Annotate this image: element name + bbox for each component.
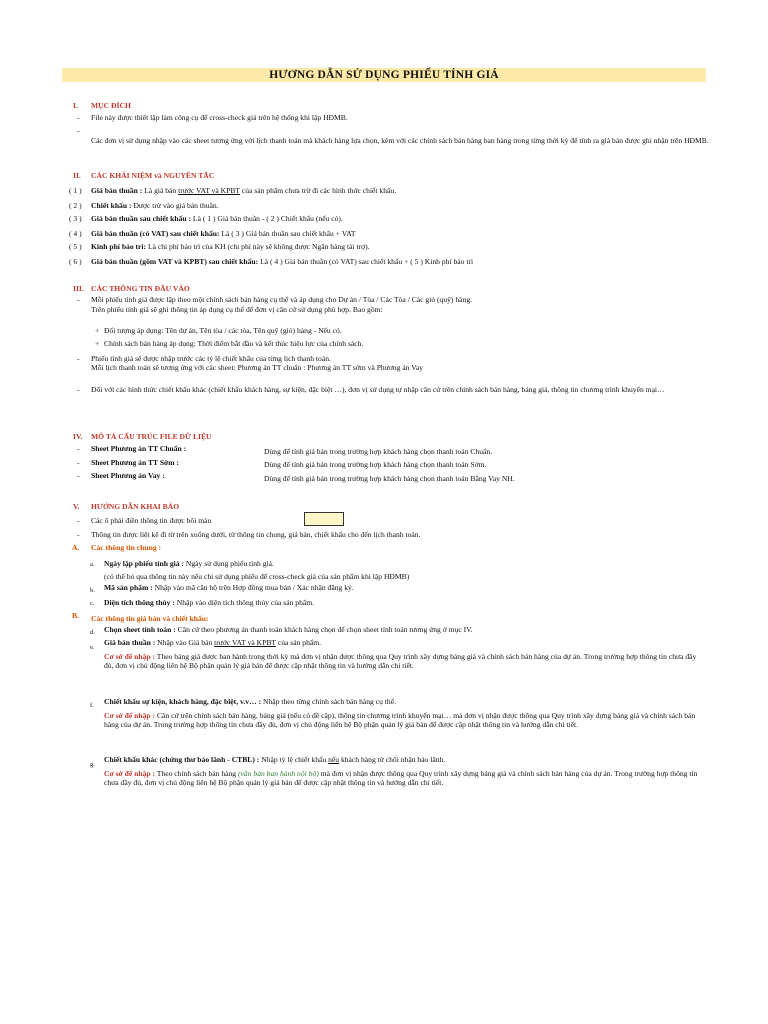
item-term: Chiết khấu khác (chứng thư bảo lãnh - CTBL) :: [104, 755, 260, 764]
input-fill-sample: [304, 512, 344, 526]
sheet-name: Sheet Phương án TT Sớm :: [91, 458, 180, 467]
item-underline: nếu: [328, 755, 340, 764]
item-letter: b.: [90, 587, 95, 594]
section-4-title: MÔ TẢ CẤU TRÚC FILE DỮ LIỆU: [91, 432, 212, 441]
plus-bullet: +: [95, 326, 100, 335]
concept-row: [69, 242, 82, 251]
sheet-description: Dùng để tính giá bán trong trường hợp khách hàng chọn thanh toán Bằng Vay NH.: [264, 474, 515, 483]
basis-label: Cơ sở để nhập :: [104, 769, 156, 778]
item-g-basis: [104, 769, 704, 788]
concept-row: [69, 214, 82, 223]
sheet-description: Dùng để tính giá bán trong trường hợp khách hàng chọn thanh toán Chuẩn.: [264, 447, 493, 456]
concept-number: ( 4 ): [69, 229, 82, 238]
concept-text: [91, 186, 396, 195]
dash: -: [77, 530, 80, 539]
item-text: Nhập vào Giá bán: [155, 638, 215, 647]
section-2-title: CÁC KHÁI NIỆM và NGUYÊN TẮC: [91, 171, 215, 180]
section-3-para-1a: Mỗi phiếu tính giá được lập theo một chính sách bán hàng cụ thể và áp dụng cho Dự án / Tòa / Các Tòa / Các giỏ (quỹ) hàng.: [91, 295, 473, 304]
page-title: HƯƠNG DẪN SỬ DỤNG PHIẾU TÍNH GIÁ: [62, 68, 706, 82]
dash: -: [77, 471, 80, 480]
section-1-number: I.: [73, 101, 78, 110]
section-3-title: CÁC THÔNG TIN ĐẦU VÀO: [91, 284, 190, 293]
section-3-para-2a: Phiếu tính giá sẽ được nhập trước các tỷ lệ chiết khấu của từng lịch thanh toán.: [91, 354, 331, 363]
basis-text-end: mà đơn vị nhận được thông qua Quy trình xây dựng bảng giá và chính sách bán hàng của dự án. Trong trường hợp thông tin chưa đầy đủ, đơn vị chủ động liên hệ Bộ phận quản lý giá bán để được cập nhật thông tin và hướng dẫn chi tiết.: [104, 769, 698, 788]
item-text: Nhập vào mã căn hộ trên Hợp đồng mua bán / Xác nhận đăng ký.: [152, 583, 354, 592]
item-a-note: (có thể bỏ qua thông tin này nếu chỉ sử dụng phiếu để cross-check giá của sản phẩm khi lập HĐMB): [104, 572, 410, 581]
concept-desc: Là ( 3 ) Giá bán thuần sau chiết khấu + VAT: [219, 229, 356, 238]
concept-term: Giá bán thuần sau chiết khấu :: [91, 214, 192, 223]
concept-number: ( 3 ): [69, 214, 82, 223]
section-1-title: MỤC ĐÍCH: [91, 101, 131, 110]
concept-term: Giá bán thuần :: [91, 186, 143, 195]
item-text: Nhập tỷ lệ chiết khấu: [259, 755, 329, 764]
section-3-number: III.: [73, 284, 84, 293]
concept-row: [69, 201, 82, 210]
item-e: [104, 638, 321, 647]
concept-text: [91, 201, 219, 210]
item-text: Ngày sử dụng phiếu tính giá.: [183, 559, 274, 568]
section-2-number: II.: [73, 171, 81, 180]
item-term: Chiết khấu sự kiện, khách hàng, đặc biệt, v.v… :: [104, 697, 262, 706]
item-letter: g.: [90, 761, 95, 768]
concept-desc: Là ( 1 ) Giá bán thuần - ( 2 ) Chiết khấu (nếu có).: [191, 214, 343, 223]
subsection-b-title: Các thông tin giá bán và chiết khấu:: [91, 614, 209, 623]
dash: -: [77, 354, 80, 363]
concept-number: ( 2 ): [69, 201, 82, 210]
section-5-number: V.: [73, 502, 80, 511]
sheet-name: Sheet Phương án TT Chuẩn :: [91, 444, 187, 453]
item-letter: d.: [90, 629, 95, 636]
item-text-end: khách hàng từ chối nhận bảo lãnh.: [339, 755, 446, 764]
concept-row: [69, 186, 82, 195]
concept-number: ( 1 ): [69, 186, 82, 195]
item-text: Căn cứ theo phương án thanh toán khách hàng chọn để chọn sheet tính toán tương ứng ở mục IV.: [175, 625, 473, 634]
subsection-a-letter: A.: [72, 543, 80, 552]
section-5-line-2: Thông tin được liệt kê đi từ trên xuống dưới, từ thông tin chung, giá bán, chiết khấu cho đến lịch thanh toán.: [91, 530, 421, 539]
sheet-description: Dùng để tính giá bán trong trường hợp khách hàng chọn thanh toán Sớm.: [264, 460, 487, 469]
item-letter: e.: [90, 644, 95, 651]
item-c: [104, 598, 314, 607]
concept-desc: Là chi phí bảo trì của KH (chi phí này sẽ không được Ngân hàng tài trợ).: [146, 242, 370, 251]
section-3-bullet-2: Chính sách bán hàng áp dụng: Thời điểm bắt đầu và kết thúc hiệu lực của chính sách.: [104, 339, 364, 348]
dash: -: [77, 126, 80, 135]
dash: -: [77, 516, 80, 525]
plus-bullet: +: [95, 339, 100, 348]
item-b: [104, 583, 354, 592]
section-1-line-2: Các đơn vị sử dụng nhập vào các sheet tương ứng với lịch thanh toán mà khách hàng lựa chọn, kèm với các chính sách bán hàng ban hàng trong từng thời kỳ để tính ra giá bán được ghi nhận trên HĐMB.: [91, 136, 709, 145]
concept-row: [69, 257, 82, 266]
basis-label: Cơ sở để nhập :: [104, 652, 156, 661]
item-f: [104, 697, 396, 706]
concept-term: Kinh phí bảo trì:: [91, 242, 147, 251]
section-3-para-1b: Trên phiếu tính giá sẽ ghi thông tin áp dụng cụ thể để đơn vị căn cứ sử dụng phù hợp. Bao gồm:: [91, 305, 383, 314]
item-term: Ngày lập phiếu tính giá :: [104, 559, 184, 568]
section-1-line-1: File này được thiết lập làm công cụ để cross-check giá trên hệ thống khi lập HĐMB.: [91, 113, 348, 122]
item-letter: f.: [90, 702, 94, 709]
dash: -: [77, 385, 80, 394]
item-text-end: của sản phẩm.: [275, 638, 322, 647]
dash: -: [77, 295, 80, 304]
concept-desc-end: của sản phẩm chưa trừ đi các hình thức chiết khấu.: [239, 186, 397, 195]
concept-underline: trước VAT và KPBT: [178, 186, 240, 195]
concept-desc: Là ( 4 ) Giá bán thuần (có VAT) sau chiết khấu + ( 5 ) Kinh phí bảo trì: [258, 257, 474, 266]
item-term: Diện tích thông thủy :: [104, 598, 175, 607]
item-term: Mã sản phẩm :: [104, 583, 153, 592]
concept-desc: Là giá bán: [142, 186, 179, 195]
item-f-basis: [104, 711, 704, 730]
concept-text: [91, 242, 370, 251]
section-5-line-1: Các ô phải điền thông tin được bôi màu: [91, 516, 212, 525]
item-text: Nhập vào diện tích thông thủy của sản phẩm.: [174, 598, 315, 607]
concept-row: [69, 229, 82, 238]
item-d: [104, 625, 473, 634]
concept-text: [91, 257, 473, 266]
section-5-title: HƯỚNG DẪN KHAI BÁO: [91, 502, 180, 511]
item-letter: c.: [90, 600, 95, 607]
section-3-para-2b: Mỗi lịch thanh toán sẽ tương ứng với các sheet: Phương án TT chuẩn : Phương án TT sớm và Phương án Vay: [91, 363, 424, 372]
concept-term: Chiết khấu :: [91, 201, 132, 210]
concept-number: ( 5 ): [69, 242, 82, 251]
item-g: [104, 755, 445, 764]
dash: -: [77, 444, 80, 453]
concept-text: [91, 229, 356, 238]
concept-text: [91, 214, 343, 223]
item-underline: trước VAT và KPBT: [214, 638, 276, 647]
dash: -: [77, 458, 80, 467]
concept-term: Giá bán thuần (gồm VAT và KPBT) sau chiết khấu:: [91, 257, 259, 266]
basis-text: Theo chính sách bán hàng: [155, 769, 238, 778]
section-3-bullet-1: Đối tượng áp dụng: Tên dự án, Tên tòa / các tòa, Tên quỹ (giỏ) hàng - Nếu có.: [104, 326, 342, 335]
concept-term: Giá bán thuần (có VAT) sau chiết khấu:: [91, 229, 220, 238]
item-e-basis: [104, 652, 704, 671]
item-text: Nhập theo từng chính sách bán hàng cụ thể.: [261, 697, 396, 706]
item-term: Chọn sheet tính toán :: [104, 625, 176, 634]
concept-desc: Được trừ vào giá bán thuần.: [131, 201, 219, 210]
item-term: Giá bán thuần :: [104, 638, 156, 647]
basis-italic: (văn bản ban hành nội bộ): [238, 769, 319, 778]
basis-label: Cơ sở để nhập :: [104, 711, 156, 720]
item-a: [104, 559, 274, 568]
item-letter: a.: [90, 561, 95, 568]
subsection-a-title: Các thông tin chung :: [91, 543, 162, 552]
section-4-number: IV.: [73, 432, 83, 441]
dash: -: [77, 113, 80, 122]
sheet-name: Sheet Phương án Vay :: [91, 471, 165, 480]
basis-text: Theo bảng giá được ban hành trong thời kỳ mà đơn vị nhận được thông qua Quy trình xây dựng bảng giá và chính sách bán hàng của dự án. Trong trường hợp thông tin chưa đầy đủ, đơn vị chủ động liên hệ Bộ phận quản lý giá bán để được cập nhật thông tin và hướng dẫn chi tiết.: [104, 652, 697, 671]
subsection-b-letter: B.: [72, 611, 79, 620]
section-3-para-3: Đối với các hình thức chiết khấu khác (chiết khấu khách hàng, sự kiện, đặc biệt …), đơn vị sử dụng tự nhập căn cứ trên chính sách bán hàng, bảng giá, thông tin chương trình khuyến mại…: [91, 385, 665, 394]
concept-number: ( 6 ): [69, 257, 82, 266]
basis-text: Căn cứ trên chính sách bán hàng, bảng giá (nếu có đề cập), thông tin chương trình khuyến mại… mà đơn vị nhận được thông qua Quy trình xây dựng bảng giá và chính sách bán hàng của dự án. Trong trường hợp thông tin chưa đầy đủ, đơn vị chủ động liên hệ Bộ phận quản lý giá bán để được cập nhật thông tin và hướng dẫn chi tiết.: [104, 711, 696, 730]
